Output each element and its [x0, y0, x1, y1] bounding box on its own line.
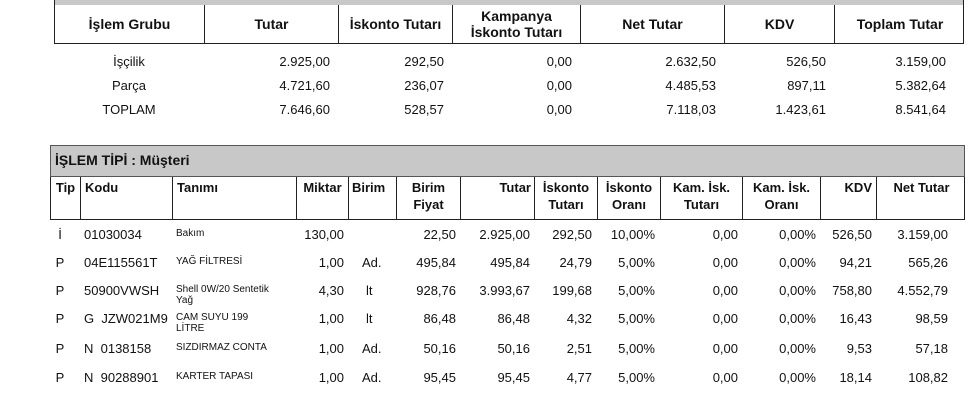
section-title: İŞLEM TİPİ : Müşteri: [50, 145, 965, 177]
detail-header-description: Tanımı: [173, 177, 297, 219]
detail-header-vat: KDV: [821, 177, 877, 219]
summary-header-discount: İskonto Tutarı: [339, 5, 453, 43]
cell-unit: lt: [366, 311, 373, 326]
detail-row: [50, 281, 965, 309]
cell-unit-price: 928,76: [416, 283, 456, 298]
cell-vat: 9,53: [846, 341, 872, 356]
cell-discount-amount: 24,79: [559, 255, 592, 270]
cell-campaign-amount: 0,00: [712, 341, 738, 356]
summary-cell-discount: 236,07: [404, 78, 444, 93]
cell-vat: 758,80: [832, 283, 872, 298]
cell-code: 01030034: [84, 227, 142, 242]
summary-cell-amount: 7.646,60: [279, 102, 330, 117]
summary-cell-campaign: 0,00: [546, 54, 572, 69]
cell-unit-price: 95,45: [423, 370, 456, 385]
detail-header-unit: Birim: [349, 177, 397, 219]
summary-header-net: Net Tutar: [581, 5, 725, 43]
summary-row: [54, 50, 964, 74]
summary-cell-net: 7.118,03: [666, 102, 716, 117]
summary-table-header: [54, 0, 964, 44]
summary-cell-net: 2.632,50: [665, 54, 716, 69]
cell-net: 3.159,00: [897, 227, 948, 242]
summary-cell-total: 5.382,64: [895, 78, 946, 93]
cell-quantity: 1,00: [318, 311, 344, 326]
cell-quantity: 1,00: [318, 370, 344, 385]
summary-cell-group: Parça: [112, 78, 146, 93]
cell-discount-amount: 4,77: [566, 370, 592, 385]
cell-description: KARTER TAPASI: [176, 371, 254, 382]
cell-discount-amount: 292,50: [552, 227, 592, 242]
detail-row: [50, 225, 965, 253]
cell-description: Bakım: [176, 228, 205, 239]
cell-campaign-amount: 0,00: [712, 370, 738, 385]
cell-net: 565,26: [908, 255, 948, 270]
cell-unit: Ad.: [362, 255, 382, 270]
summary-cell-vat: 1.423,61: [775, 102, 826, 117]
detail-table-header: [50, 177, 965, 220]
cell-quantity: 130,00: [304, 227, 344, 242]
cell-net: 98,59: [915, 311, 948, 326]
cell-code: G JZW021M9: [84, 311, 168, 326]
cell-description: SIZDIRMAZ CONTA: [176, 342, 267, 353]
cell-unit: lt: [366, 283, 373, 298]
cell-unit-price: 495,84: [416, 255, 456, 270]
cell-code: N 90288901: [84, 370, 159, 385]
summary-cell-discount: 292,50: [404, 54, 444, 69]
cell-code: 50900VWSH: [84, 283, 160, 298]
summary-cell-net: 4.485,53: [665, 78, 716, 93]
detail-row: [50, 339, 965, 367]
cell-type: P: [55, 370, 65, 385]
cell-campaign-rate: 0,00%: [779, 311, 816, 326]
cell-amount: 495,84: [490, 255, 530, 270]
summary-cell-group: İşçilik: [113, 54, 145, 69]
cell-vat: 526,50: [832, 227, 872, 242]
cell-vat: 16,43: [839, 311, 872, 326]
summary-header-total: Toplam Tutar: [856, 16, 944, 32]
cell-discount-rate: 5,00%: [618, 311, 655, 326]
cell-discount-rate: 5,00%: [618, 255, 655, 270]
cell-campaign-rate: 0,00%: [779, 283, 816, 298]
cell-type: P: [55, 255, 65, 270]
cell-discount-rate: 5,00%: [618, 341, 655, 356]
summary-header-group: İşlem Grubu: [55, 5, 205, 43]
cell-type: P: [55, 283, 65, 298]
summary-cell-group: TOPLAM: [102, 102, 156, 117]
cell-unit: Ad.: [362, 370, 382, 385]
cell-quantity: 1,00: [318, 255, 344, 270]
cell-net: 4.552,79: [897, 283, 948, 298]
cell-campaign-rate: 0,00%: [779, 370, 816, 385]
cell-quantity: 1,00: [318, 341, 344, 356]
summary-cell-amount: 4.721,60: [279, 78, 330, 93]
detail-header-amount: Tutar: [461, 177, 535, 219]
cell-type: P: [55, 341, 65, 356]
summary-cell-campaign: 0,00: [546, 102, 572, 117]
cell-unit: Ad.: [362, 341, 382, 356]
summary-cell-total: 8.541,64: [895, 102, 946, 117]
cell-type: P: [55, 311, 65, 326]
detail-header-net: Net Tutar: [893, 180, 950, 195]
cell-vat: 18,14: [839, 370, 872, 385]
summary-header-amount: Tutar: [205, 5, 339, 43]
cell-campaign-rate: 0,00%: [779, 227, 816, 242]
detail-header-campaign-rate: Kam. İsk. Oranı: [743, 177, 821, 219]
detail-header-code: Kodu: [81, 177, 173, 219]
cell-discount-amount: 4,32: [566, 311, 592, 326]
cell-unit-price: 50,16: [423, 341, 456, 356]
cell-campaign-amount: 0,00: [712, 255, 738, 270]
cell-code: N 0138158: [84, 341, 152, 356]
summary-cell-amount: 2.925,00: [279, 54, 330, 69]
cell-campaign-rate: 0,00%: [779, 255, 816, 270]
cell-campaign-rate: 0,00%: [779, 341, 816, 356]
detail-header-type: Tip: [51, 177, 81, 219]
detail-row: [50, 309, 965, 337]
detail-header-discount-rate: İskonto Oranı: [598, 177, 661, 219]
summary-cell-vat: 526,50: [786, 54, 826, 69]
cell-campaign-amount: 0,00: [712, 283, 738, 298]
summary-cell-discount: 528,57: [404, 102, 444, 117]
detail-header-quantity: Miktar: [297, 177, 349, 219]
cell-type: İ: [58, 227, 62, 242]
cell-campaign-amount: 0,00: [712, 311, 738, 326]
cell-discount-amount: 2,51: [566, 341, 592, 356]
detail-header-unit-price: Birim Fiyat: [397, 177, 461, 219]
cell-net: 108,82: [908, 370, 948, 385]
cell-description: YAĞ FİLTRESİ: [176, 256, 243, 267]
cell-discount-amount: 199,68: [552, 283, 592, 298]
cell-discount-rate: 5,00%: [618, 370, 655, 385]
cell-amount: 3.993,67: [479, 283, 530, 298]
detail-row: [50, 253, 965, 281]
cell-unit-price: 22,50: [423, 227, 456, 242]
cell-code: 04E115561T: [84, 255, 158, 270]
detail-header-discount-amount: İskonto Tutarı: [535, 177, 598, 219]
summary-header-vat: KDV: [725, 5, 835, 43]
summary-header-campaign-discount: Kampanya İskonto Tutarı: [453, 5, 581, 43]
detail-row: [50, 368, 965, 396]
cell-campaign-amount: 0,00: [712, 227, 738, 242]
summary-row: [54, 74, 964, 98]
cell-amount: 2.925,00: [479, 227, 530, 242]
detail-header-campaign-amount: Kam. İsk. Tutarı: [661, 177, 743, 219]
cell-discount-rate: 5,00%: [618, 283, 655, 298]
cell-amount: 50,16: [497, 341, 530, 356]
cell-discount-rate: 10,00%: [610, 227, 655, 242]
cell-vat: 94,21: [839, 255, 872, 270]
cell-quantity: 4,30: [318, 283, 344, 298]
cell-description: CAM SUYU 199 LİTRE: [176, 312, 249, 334]
summary-total-row: [54, 98, 964, 122]
cell-description: Shell 0W/20 Sentetik Yağ: [176, 284, 269, 306]
cell-unit-price: 86,48: [423, 311, 456, 326]
summary-cell-total: 3.159,00: [895, 54, 946, 69]
summary-cell-campaign: 0,00: [546, 78, 572, 93]
summary-cell-vat: 897,11: [787, 78, 826, 93]
cell-amount: 86,48: [497, 311, 530, 326]
cell-net: 57,18: [915, 341, 948, 356]
cell-amount: 95,45: [497, 370, 530, 385]
